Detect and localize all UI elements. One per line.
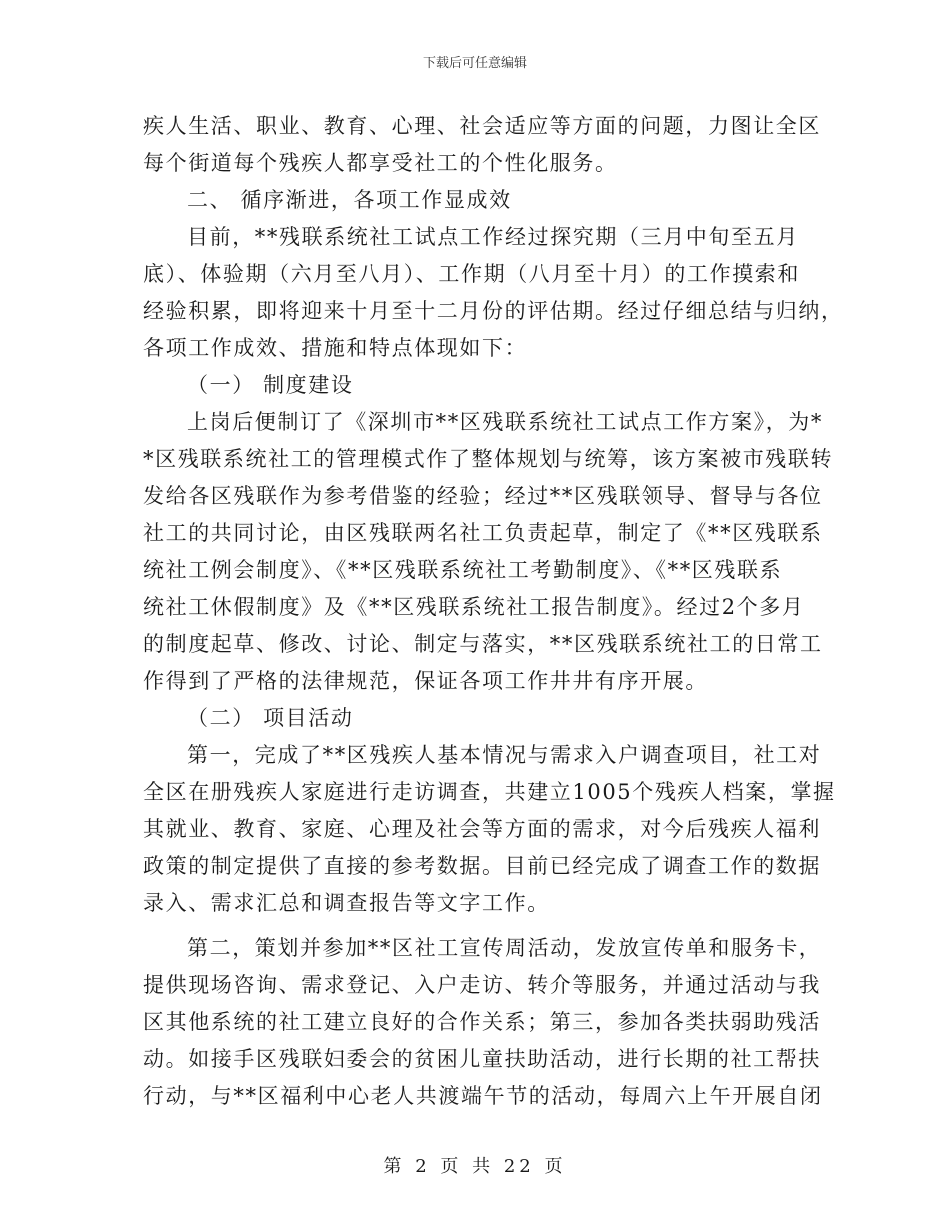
text-line: 第二，策划并参加**区社工宣传周活动，发放宣传单和服务卡，: [187, 936, 822, 960]
page-number: 第 2 页 共 22 页: [383, 1156, 567, 1177]
section-heading: 二、 循序渐进，各项工作显成效: [187, 188, 512, 212]
text-line: 疾人生活、职业、教育、心理、社会适应等方面的问题，力图让全区: [143, 114, 821, 138]
text-line: 政策的制定提供了直接的参考数据。目前已经完成了调查工作的数据: [143, 854, 821, 878]
text-line: 区其他系统的社工建立良好的合作关系；第三，参加各类扶弱助残活: [143, 1010, 821, 1034]
text-line: 动。如接手区残联妇委会的贫困儿童扶助活动，进行长期的社工帮扶: [143, 1047, 821, 1071]
text-line: 统社工休假制度》及《**区残联系统社工报告制度》。经过2个多月: [143, 595, 805, 619]
page-header-note: 下载后可任意编辑: [422, 56, 527, 71]
text-line: *区残联系统社工的管理模式作了整体规划与统筹，该方案被市残联转: [143, 447, 834, 471]
text-line: 各项工作成效、措施和特点体现如下：: [143, 336, 528, 360]
text-line: 其就业、教育、家庭、心理及社会等方面的需求，对今后残疾人福利: [143, 817, 821, 841]
subsection-heading: （一） 制度建设: [187, 373, 354, 397]
text-line: 第一，完成了**区残疾人基本情况与需求入户调查项目，社工对: [187, 743, 822, 767]
text-line: 的制度起草、修改、讨论、制定与落实，**区残联系统社工的日常工: [143, 632, 823, 656]
text-line: 统社工例会制度》、《**区残联系统社工考勤制度》、《**区残联系: [143, 558, 783, 582]
text-line: 底）、体验期（六月至八月）、工作期（八月至十月）的工作摸索和: [143, 262, 800, 286]
text-line: 行动，与**区福利中心老人共渡端午节的活动，每周六上午开展自闭: [143, 1084, 823, 1108]
text-line: 上岗后便制订了《深圳市**区残联系统社工试点工作方案》，为*: [187, 410, 823, 434]
text-line: 录入、需求汇总和调查报告等文字工作。: [143, 891, 550, 915]
text-line: 发给各区残联作为参考借鉴的经验；经过**区残联领导、督导与各位: [143, 484, 823, 508]
text-line: 提供现场咨询、需求登记、入户走访、转介等服务，并通过活动与我: [143, 973, 821, 997]
text-line: 社工的共同讨论，由区残联两名社工负责起草，制定了《**区残联系: [143, 521, 823, 545]
text-line: 目前，**残联系统社工试点工作经过探究期（三月中旬至五月: [187, 225, 799, 249]
text-line: 每个街道每个残疾人都享受社工的个性化服务。: [143, 151, 618, 175]
paragraph-gap: [143, 922, 809, 930]
document-body: [143, 108, 844, 1115]
text-line: 经验积累，即将迎来十月至十二月份的评估期。经过仔细总结与归纳，: [143, 299, 844, 323]
text-line: 作得到了严格的法律规范，保证各项工作井井有序开展。: [143, 669, 708, 693]
text-line: 全区在册残疾人家庭进行走访调查，共建立1005个残疾人档案，掌握: [143, 780, 836, 804]
subsection-heading: （二） 项目活动: [187, 706, 354, 730]
